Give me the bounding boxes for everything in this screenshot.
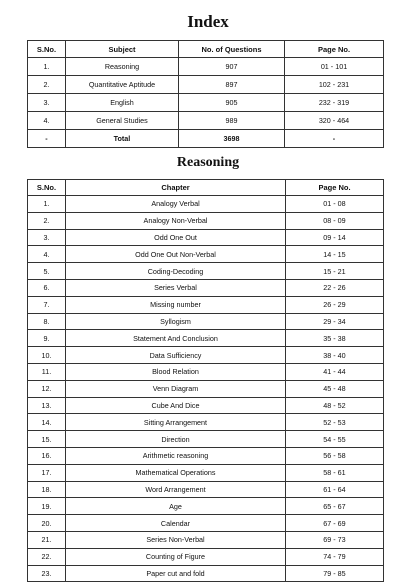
table-row bbox=[28, 481, 384, 498]
page-cell: 61 - 64 bbox=[286, 481, 384, 498]
chapter-cell: Series Non-Verbal bbox=[66, 531, 286, 548]
chapter-cell: Word Arrangement bbox=[66, 481, 286, 498]
chapter-cell: Blood Relation bbox=[66, 363, 286, 380]
table-row bbox=[28, 196, 384, 213]
chapter-cell: Cube And Dice bbox=[66, 397, 286, 414]
table-row bbox=[28, 531, 384, 548]
chapter-cell: Calendar bbox=[66, 515, 286, 532]
page-cell: 320 - 464 bbox=[285, 112, 384, 130]
index-header-row bbox=[28, 41, 384, 58]
sno-cell: - bbox=[28, 130, 66, 148]
page-cell: 67 - 69 bbox=[286, 515, 384, 532]
chapter-cell: Age bbox=[66, 498, 286, 515]
page-cell: - bbox=[285, 130, 384, 148]
sno-cell: 6. bbox=[28, 279, 66, 296]
table-row bbox=[28, 76, 384, 94]
reasoning-table bbox=[27, 179, 384, 582]
page-cell: 29 - 34 bbox=[286, 313, 384, 330]
table-row bbox=[28, 330, 384, 347]
page-cell: 74 - 79 bbox=[286, 548, 384, 565]
table-row bbox=[28, 548, 384, 565]
table-row bbox=[28, 431, 384, 448]
table-row bbox=[28, 515, 384, 532]
column-header-questions: No. of Questions bbox=[179, 41, 285, 58]
subject-cell: General Studies bbox=[66, 112, 179, 130]
table-row bbox=[28, 380, 384, 397]
chapter-cell: Odd One Out bbox=[66, 229, 286, 246]
chapter-cell: Syllogism bbox=[66, 313, 286, 330]
section-title: Reasoning bbox=[176, 155, 240, 170]
page-cell: 38 - 40 bbox=[286, 347, 384, 364]
chapter-cell: Coding-Decoding bbox=[66, 263, 286, 280]
column-header-sno: S.No. bbox=[28, 41, 66, 58]
table-row bbox=[28, 397, 384, 414]
chapter-cell: Arithmetic reasoning bbox=[66, 447, 286, 464]
page-cell: 48 - 52 bbox=[286, 397, 384, 414]
chapter-cell: Analogy Non-Verbal bbox=[66, 212, 286, 229]
sno-cell: 21. bbox=[28, 531, 66, 548]
table-row bbox=[28, 94, 384, 112]
sno-cell: 14. bbox=[28, 414, 66, 431]
table-row bbox=[28, 347, 384, 364]
sno-cell: 12. bbox=[28, 380, 66, 397]
chapter-cell: Mathematical Operations bbox=[66, 464, 286, 481]
page-cell: 56 - 58 bbox=[286, 447, 384, 464]
sno-cell: 2. bbox=[28, 212, 66, 229]
page-cell: 69 - 73 bbox=[286, 531, 384, 548]
page-cell: 26 - 29 bbox=[286, 296, 384, 313]
page-cell: 09 - 14 bbox=[286, 229, 384, 246]
chapter-cell: Odd One Out Non-Verbal bbox=[66, 246, 286, 263]
sno-cell: 16. bbox=[28, 447, 66, 464]
questions-cell: 907 bbox=[179, 58, 285, 76]
chapter-cell: Venn Diagram bbox=[66, 380, 286, 397]
column-header-page: Page No. bbox=[285, 41, 384, 58]
chapter-cell: Direction bbox=[66, 431, 286, 448]
page-cell: 58 - 61 bbox=[286, 464, 384, 481]
page-cell: 14 - 15 bbox=[286, 246, 384, 263]
page-cell: 52 - 53 bbox=[286, 414, 384, 431]
questions-cell: 897 bbox=[179, 76, 285, 94]
table-row bbox=[28, 246, 384, 263]
page-cell: 35 - 38 bbox=[286, 330, 384, 347]
sno-cell: 10. bbox=[28, 347, 66, 364]
questions-cell: 905 bbox=[179, 94, 285, 112]
sno-cell: 1. bbox=[28, 196, 66, 213]
page-cell: 01 - 101 bbox=[285, 58, 384, 76]
sno-cell: 4. bbox=[28, 246, 66, 263]
subject-cell: Quantitative Aptitude bbox=[66, 76, 179, 94]
sno-cell: 17. bbox=[28, 464, 66, 481]
sno-cell: 18. bbox=[28, 481, 66, 498]
table-row bbox=[28, 263, 384, 280]
sno-cell: 11. bbox=[28, 363, 66, 380]
sno-cell: 1. bbox=[28, 58, 66, 76]
page-cell: 65 - 67 bbox=[286, 498, 384, 515]
page-cell: 01 - 08 bbox=[286, 196, 384, 213]
sno-cell: 3. bbox=[28, 94, 66, 112]
total-questions-cell: 3698 bbox=[179, 130, 285, 148]
page-cell: 08 - 09 bbox=[286, 212, 384, 229]
page-cell: 45 - 48 bbox=[286, 380, 384, 397]
total-label-cell: Total bbox=[66, 130, 179, 148]
sno-cell: 4. bbox=[28, 112, 66, 130]
sno-cell: 2. bbox=[28, 76, 66, 94]
column-header-sno: S.No. bbox=[28, 180, 66, 196]
page-cell: 54 - 55 bbox=[286, 431, 384, 448]
column-header-subject: Subject bbox=[66, 41, 179, 58]
table-row bbox=[28, 414, 384, 431]
table-row bbox=[28, 313, 384, 330]
column-header-page: Page No. bbox=[286, 180, 384, 196]
sno-cell: 13. bbox=[28, 397, 66, 414]
sno-cell: 20. bbox=[28, 515, 66, 532]
page-cell: 232 - 319 bbox=[285, 94, 384, 112]
subject-cell: English bbox=[66, 94, 179, 112]
table-row bbox=[28, 498, 384, 515]
reasoning-body bbox=[28, 196, 384, 582]
table-row bbox=[28, 229, 384, 246]
table-row bbox=[28, 58, 384, 76]
chapter-cell: Missing number bbox=[66, 296, 286, 313]
chapter-cell: Paper cut and fold bbox=[66, 565, 286, 582]
chapter-cell: Data Sufficiency bbox=[66, 347, 286, 364]
page-cell: 79 - 85 bbox=[286, 565, 384, 582]
page-cell: 102 - 231 bbox=[285, 76, 384, 94]
questions-cell: 989 bbox=[179, 112, 285, 130]
sno-cell: 3. bbox=[28, 229, 66, 246]
page-title: Index bbox=[187, 12, 229, 31]
chapter-cell: Analogy Verbal bbox=[66, 196, 286, 213]
chapter-cell: Statement And Conclusion bbox=[66, 330, 286, 347]
table-row bbox=[28, 296, 384, 313]
sno-cell: 15. bbox=[28, 431, 66, 448]
column-header-chapter: Chapter bbox=[66, 180, 286, 196]
sno-cell: 8. bbox=[28, 313, 66, 330]
sno-cell: 19. bbox=[28, 498, 66, 515]
total-row bbox=[28, 130, 384, 148]
reasoning-header-row bbox=[28, 180, 384, 196]
table-row bbox=[28, 363, 384, 380]
page-cell: 22 - 26 bbox=[286, 279, 384, 296]
chapter-cell: Series Verbal bbox=[66, 279, 286, 296]
sno-cell: 7. bbox=[28, 296, 66, 313]
table-row bbox=[28, 565, 384, 582]
table-row bbox=[28, 112, 384, 130]
index-body bbox=[28, 58, 384, 148]
chapter-cell: Sitting Arrangement bbox=[66, 414, 286, 431]
index-table bbox=[27, 40, 384, 148]
sno-cell: 5. bbox=[28, 263, 66, 280]
sno-cell: 23. bbox=[28, 565, 66, 582]
table-row bbox=[28, 279, 384, 296]
subject-cell: Reasoning bbox=[66, 58, 179, 76]
page-cell: 41 - 44 bbox=[286, 363, 384, 380]
sno-cell: 22. bbox=[28, 548, 66, 565]
table-row bbox=[28, 447, 384, 464]
chapter-cell: Counting of Figure bbox=[66, 548, 286, 565]
sno-cell: 9. bbox=[28, 330, 66, 347]
page-cell: 15 - 21 bbox=[286, 263, 384, 280]
table-row bbox=[28, 212, 384, 229]
table-row bbox=[28, 464, 384, 481]
